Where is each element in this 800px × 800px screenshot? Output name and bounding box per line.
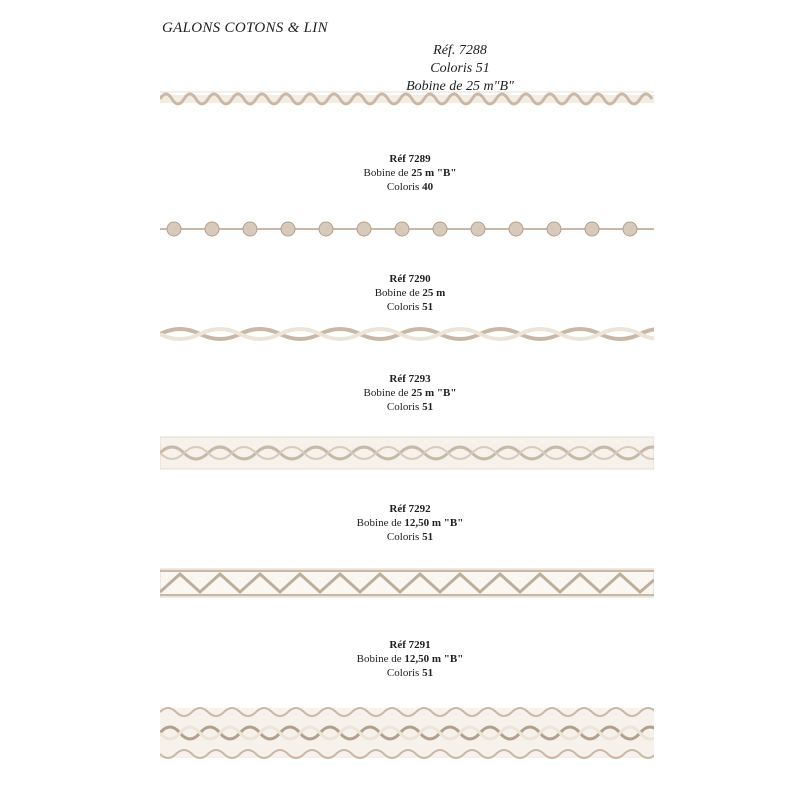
product-color	[300, 300, 520, 314]
color-label: Coloris	[386, 531, 423, 543]
spool-value: 25 m	[422, 287, 446, 299]
product-ref: Réf. 7288	[433, 43, 487, 58]
product-7291-text	[300, 638, 520, 680]
product-ref: Réf 7291	[389, 639, 431, 651]
product-ref: Réf 7289	[389, 153, 431, 165]
color-value: 51	[422, 401, 434, 413]
product-ref: Réf 7292	[389, 503, 431, 515]
product-spool	[300, 652, 520, 666]
product-spool: Bobine de 25 m"B"	[406, 79, 514, 94]
color-value: 51	[422, 531, 434, 543]
spool-value: 25 m "B"	[411, 387, 457, 399]
spool-label: Bobine de	[363, 387, 412, 399]
spool-label: Bobine de	[356, 653, 405, 665]
trim-7290-image	[160, 322, 654, 346]
color-value: 51	[422, 301, 434, 313]
spool-value: 25 m "B"	[411, 167, 457, 179]
trim-7291-image	[160, 702, 654, 764]
product-ref: Réf 7293	[389, 373, 431, 385]
product-color	[300, 530, 520, 544]
color-value: 40	[422, 181, 434, 193]
catalog-title: GALONS COTONS & LIN	[162, 20, 328, 36]
spool-label: Bobine de	[356, 517, 405, 529]
trim-7288-image	[160, 88, 654, 110]
color-label: Coloris	[386, 667, 423, 679]
trim-7293-image	[160, 434, 654, 472]
product-spool	[300, 166, 520, 180]
product-spool	[300, 516, 520, 530]
trim-7289-image	[160, 216, 654, 242]
product-7290-text	[300, 272, 520, 314]
color-value: 51	[422, 667, 434, 679]
spool-value: 12,50 m "B"	[404, 653, 464, 665]
color-label: Coloris	[386, 301, 423, 313]
product-color: Coloris 51	[430, 61, 490, 76]
product-7289-text	[300, 152, 520, 194]
trim-7292-image	[160, 566, 654, 600]
product-color	[300, 666, 520, 680]
spool-label: Bobine de	[374, 287, 423, 299]
spool-label: Bobine de	[363, 167, 412, 179]
color-label: Coloris	[386, 401, 423, 413]
color-label: Coloris	[386, 181, 423, 193]
product-7293-text	[300, 372, 520, 414]
product-color	[300, 180, 520, 194]
product-spool	[300, 386, 520, 400]
product-7292-text	[300, 502, 520, 544]
product-ref: Réf 7290	[389, 273, 431, 285]
product-color	[300, 400, 520, 414]
spool-value: 12,50 m "B"	[404, 517, 464, 529]
product-spool	[300, 286, 520, 300]
